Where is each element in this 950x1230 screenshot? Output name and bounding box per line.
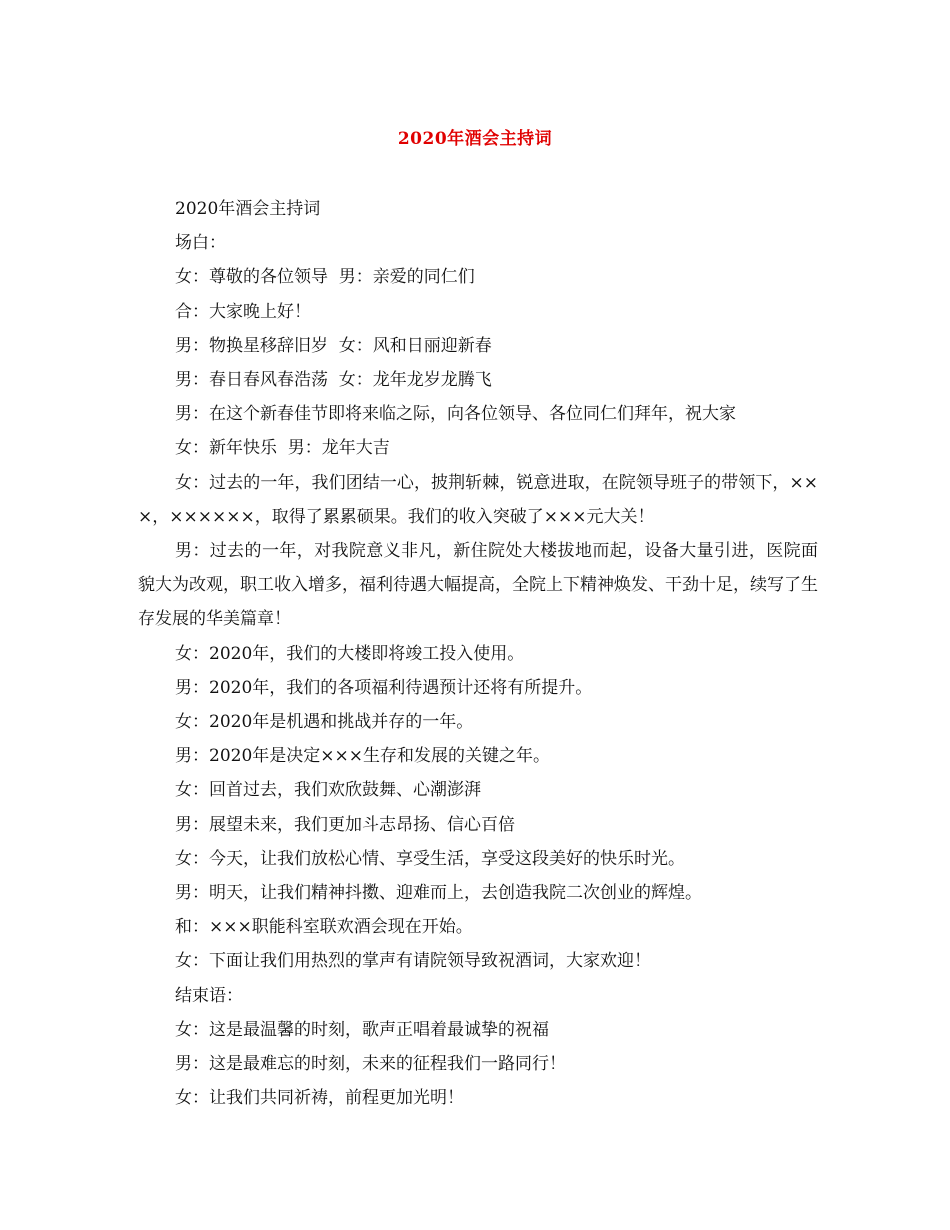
paragraph: 男：春日春风春浩荡 女：龙年龙岁龙腾飞 — [175, 370, 492, 391]
paragraph: 女：回首过去，我们欢欣鼓舞、心潮澎湃 — [175, 780, 481, 801]
paragraph: 男：物换星移辞旧岁 女：风和日丽迎新春 — [175, 335, 492, 356]
paragraph: 女：这是最温馨的时刻，歌声正唱着最诚挚的祝福 — [175, 1019, 549, 1040]
paragraph: 男：这是最难忘的时刻，未来的征程我们一路同行！ — [175, 1054, 566, 1075]
document-title: 2020年酒会主持词 — [397, 129, 553, 149]
paragraph: 结束语： — [175, 985, 243, 1006]
paragraph: 男：在这个新春佳节即将来临之际，向各位领导、各位同仁们拜年，祝大家 — [175, 404, 736, 425]
paragraph: 女：新年快乐 男：龙年大吉 — [175, 438, 390, 459]
paragraph: 女：2020年，我们的大楼即将竣工投入使用。 — [175, 643, 525, 664]
paragraph: 场白： — [175, 233, 226, 254]
paragraph: 男：明天，让我们精神抖擞、迎难而上，去创造我院二次创业的辉煌。 — [175, 883, 702, 904]
paragraph: 女：过去的一年，我们团结一心，披荆斩棘，锐意进取，在院领导班子的带领下，×××，××××××，取得了累累硕果。我们的收入突破了×××元大关！ — [138, 472, 818, 527]
paragraph: 和：×××职能科室联欢酒会现在开始。 — [175, 917, 473, 938]
paragraph: 男：2020年，我们的各项福利待遇预计还将有所提升。 — [175, 677, 593, 698]
paragraph: 女：2020年是机遇和挑战并存的一年。 — [175, 712, 474, 733]
paragraph: 女：尊敬的各位领导 男：亲爱的同仁们 — [175, 267, 475, 288]
paragraph: 合：大家晚上好！ — [175, 301, 311, 322]
paragraph: 女：让我们共同祈祷，前程更加光明！ — [175, 1088, 464, 1109]
document-body — [138, 192, 818, 1115]
paragraph: 男：2020年是决定×××生存和发展的关键之年。 — [175, 746, 550, 767]
paragraph: 2020年酒会主持词 — [175, 199, 321, 219]
paragraph: 男：过去的一年，对我院意义非凡，新住院处大楼拔地而起，设备大量引进，医院面貌大为改观，职工收入增多，福利待遇大幅提高，全院上下精神焕发、干劲十足，续写了生存发展的华美篇章！ — [138, 541, 818, 630]
paragraph: 女：下面让我们用热烈的掌声有请院领导致祝酒词，大家欢迎！ — [175, 951, 651, 972]
paragraph: 女：今天，让我们放松心情、享受生活，享受这段美好的快乐时光。 — [175, 848, 685, 869]
paragraph: 男：展望未来，我们更加斗志昂扬、信心百倍 — [175, 814, 515, 835]
